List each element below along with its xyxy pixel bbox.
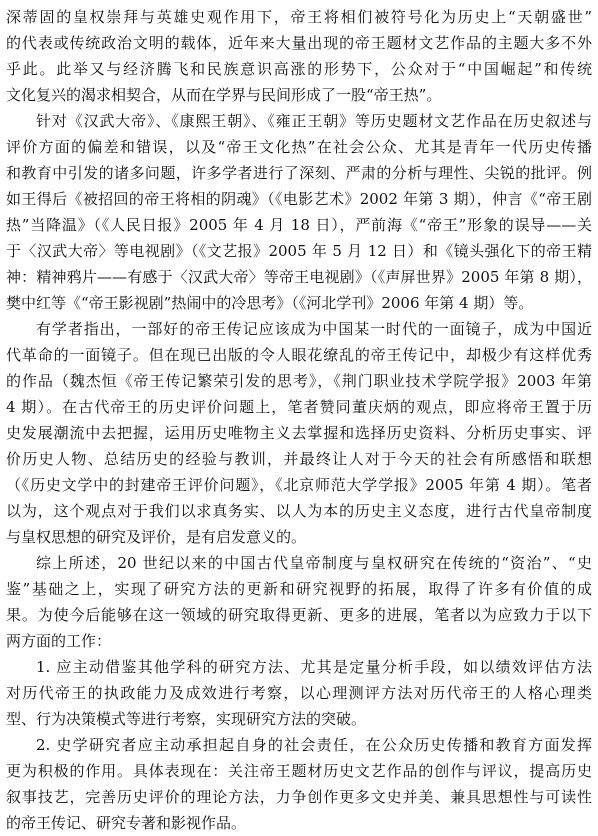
text-line: 和教育中引发的诸多问题，许多学者进行了深刻、严肃的分析与理性、尖锐的批评。例 — [6, 164, 592, 182]
text-line: 叙事技艺，完善历史评价的理论方法，力争创作更多文史并美、兼具思想性与可读性 — [6, 788, 592, 806]
text-line: 樊中红等《“帝王影视剧”热闹中的冷思考》（《河北学刊》2006 年第 4 期）等。 — [6, 294, 534, 312]
text-line: 型、行为决策模式等进行考察，实现研究方法的突破。 — [6, 710, 367, 728]
paragraph-criticism — [6, 108, 592, 316]
paragraph-continuation — [6, 4, 592, 108]
text-line: 对历代帝王的执政能力及成效进行考察，以心理测评方法对历代帝王的人格心理类 — [6, 684, 592, 702]
text-line: 深蒂固的皇权崇拜与英雄史观作用下，帝王将相们被符号化为历史上“天朝盛世” — [6, 8, 592, 26]
text-line: 1. 应主动借鉴其他学科的研究方法、尤其是定量分析手段，如以绩效评估方法 — [36, 658, 592, 676]
text-line: 与皇权思想的研究及评价，是有启发意义的。 — [6, 528, 307, 546]
text-line: 的作品（魏杰恒《帝王传记繁荣引发的思考》，《荆门职业技术学院学报》2003 年第 — [6, 372, 592, 390]
text-line: 文化复兴的渴求相契合，从而在学界与民间形成了一股“帝王热”。 — [6, 86, 442, 104]
text-line: 乎此。此举又与经济腾飞和民族意识高涨的形势下，公众对于“中国崛起”和传统 — [6, 60, 592, 78]
text-line: 有学者指出，一部好的帝王传记应该成为中国某一时代的一面镜子，成为中国近 — [36, 320, 592, 338]
text-line: （《历史文学中的封建帝王评价问题》，《北京师范大学学报》2005 年第 4 期）。笔者 — [6, 476, 592, 494]
text-line: 4 期）。在古代帝王的历史评价问题上，笔者赞同董庆炳的观点，即应将帝王置于历 — [6, 398, 592, 416]
text-line: 的代表或传统政治文明的载体，近年来大量出现的帝王题材文艺作品的主题大多不外 — [6, 34, 592, 52]
text-line: 更为积极的作用。具体表现在：关注帝王题材历史文艺作品的创作与评议，提高历史 — [6, 762, 592, 780]
text-line: 2. 史学研究者应主动承担起自身的社会责任，在公众历史传播和教育方面发挥 — [36, 736, 592, 754]
text-line: 史发展潮流中去把握，运用历史唯物主义去掌握和选择历史资料、分析历史事实、评 — [6, 424, 592, 442]
text-line: 热”当降温》（《人民日报》2005 年 4 月 18 日），严前海《“帝王”形象的误导——关 — [6, 216, 592, 234]
text-line: 神：精神鸦片——有感于〈汉武大帝〉等帝王电视剧》（《声屏世界》2005 年第 8 期）， — [6, 268, 592, 286]
text-line: 综上所述，20 世纪以来的中国古代皇帝制度与皇权研究在传统的“资治”、“史 — [36, 554, 592, 572]
text-line: 于〈汉武大帝〉等电视剧》（《文艺报》2005 年 5 月 12 日）和《镜头强化下的帝王精 — [6, 242, 592, 260]
text-line: 评价方面的偏差和错误，以及“帝王文化热”在社会公众、尤其是青年一代历史传播 — [6, 138, 592, 156]
text-line: 果。为使今后能够在这一领域的研究取得更新、更多的进展，笔者以为应致力于以下 — [6, 606, 592, 624]
text-line: 的帝王传记、研究专著和影视作品。 — [6, 814, 247, 832]
text-line: 代革命的一面镜子。但在现已出版的令人眼花缭乱的帝王传记中，却极少有这样优秀 — [6, 346, 592, 364]
text-line: 针对《汉武大帝》、《康熙王朝》、《雍正王朝》等历史题材文艺作品在历史叙述与 — [36, 112, 592, 130]
text-line: 以为，这个观点对于我们以求真务实、以人为本的历史主义态度，进行古代皇帝制度 — [6, 502, 592, 520]
text-line: 如王得后《被招回的帝王将相的阴魂》（《电影艺术》2002 年第 3 期），仲言《“帝王剧 — [6, 190, 592, 208]
paragraph-point-2 — [6, 732, 592, 836]
text-line: 价历史人物、总结历史的经验与教训，并最终让人对于今天的社会有所感悟和联想 — [6, 450, 592, 468]
paragraph-point-1 — [6, 654, 592, 732]
paragraph-biography — [6, 316, 592, 550]
text-line: 两方面的工作： — [6, 632, 112, 650]
text-line: 鉴”基础之上，实现了研究方法的更新和研究视野的拓展，取得了许多有价值的成 — [6, 580, 592, 598]
paragraph-summary — [6, 550, 592, 654]
